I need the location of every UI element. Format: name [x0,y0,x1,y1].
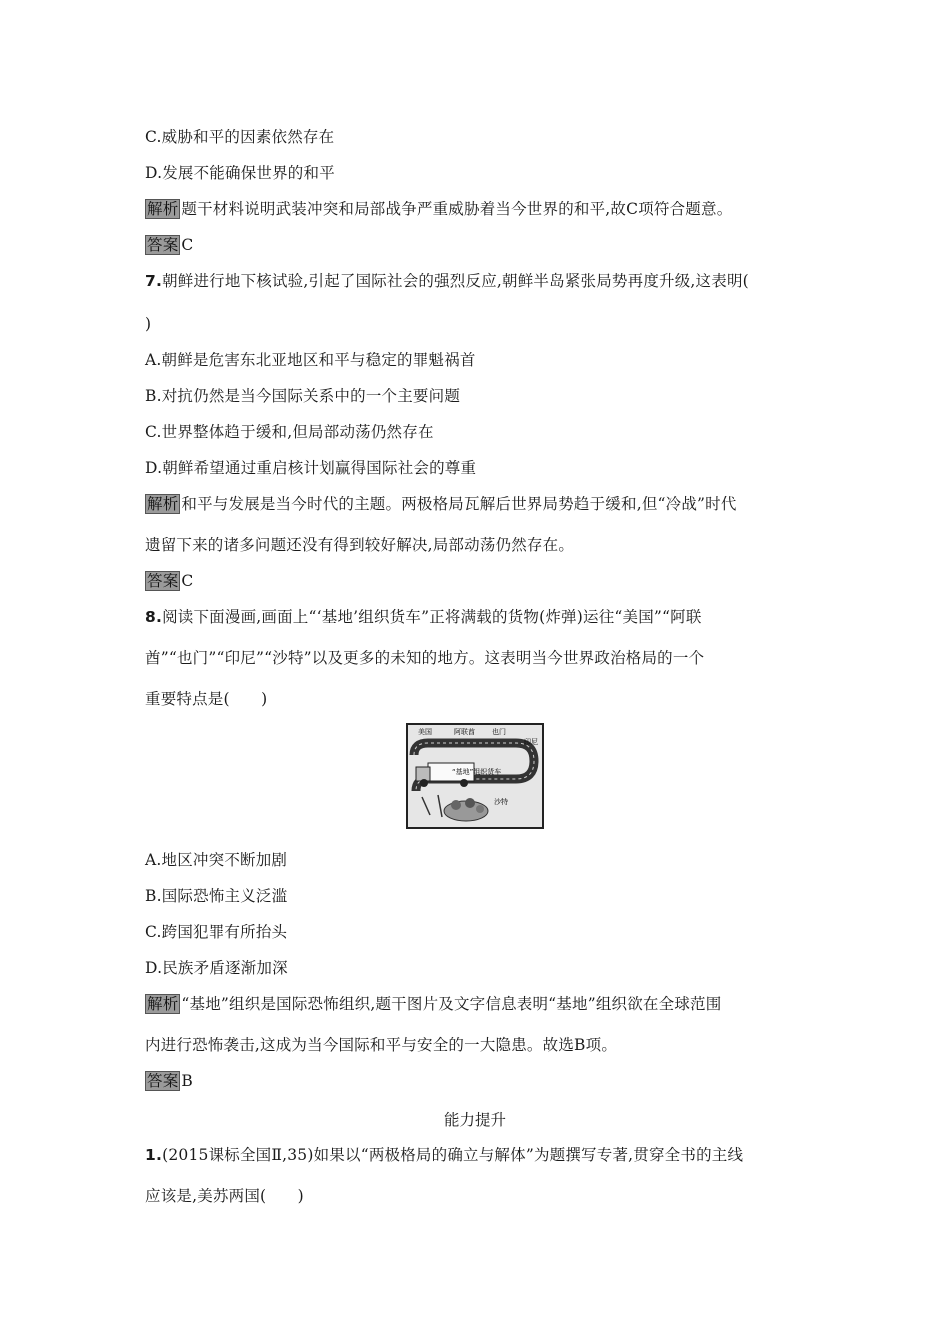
q7-option-c: C.世界整体趋于缓和,但局部动荡仍然存在 [145,423,434,441]
analysis-text: 和平与发展是当今时代的主题。两极格局瓦解后世界局势趋于缓和,但“冷战”时代 [181,495,737,513]
q8-option-d: D.民族矛盾逐渐加深 [145,959,288,977]
q8-stem [145,607,702,627]
answer-tag: 答案 [147,1072,179,1090]
answer-value: C [181,572,194,590]
analysis-text: 题干材料说明武装冲突和局部战争严重威胁着当今世界的和平,故C项符合题意。 [181,200,733,218]
cartoon-label-uae: 阿联酋 [454,728,475,736]
question-number: 7. [145,272,163,290]
q7-stem [145,271,749,291]
answer-tag: 答案 [147,572,179,590]
answer-value: B [181,1072,193,1090]
answer-tag: 答案 [147,236,179,254]
cartoon-image [406,723,544,829]
q8-analysis [145,994,721,1014]
cartoon-label-indonesia: 印尼 [524,738,538,746]
p1-stem [145,1145,743,1165]
cartoon-label-truck: “基地”组织货车 [452,768,502,776]
p1-stem-text: (2015课标全国Ⅱ,35)如果以“两极格局的确立与解体”为题撰写专著,贯穿全书的主线 [162,1146,744,1164]
q7-stem-line2: ) [145,315,152,333]
cartoon-label-saudi: 沙特 [494,798,508,806]
q8-option-c: C.跨国犯罪有所抬头 [145,923,288,941]
q8-answer [145,1071,193,1091]
question-number: 1. [145,1146,163,1164]
section-title: 能力提升 [443,1111,506,1129]
q7-answer [145,571,193,591]
analysis-tag: 解析 [147,995,179,1013]
q8-analysis-line2: 内进行恐怖袭击,这成为当今国际和平与安全的一大隐患。故选B项。 [145,1036,618,1054]
analysis-tag: 解析 [147,200,179,218]
q6-analysis [145,199,732,219]
answer-value: C [181,236,194,254]
cartoon-label-yemen: 也门 [492,728,506,736]
question-number: 8. [145,608,163,626]
q8-stem-line2: 酋”“也门”“印尼”“沙特”以及更多的未知的地方。这表明当今世界政治格局的一个 [145,649,705,667]
p1-stem-line2: 应该是,美苏两国( ) [145,1187,304,1205]
q7-option-b: B.对抗仍然是当今国际关系中的一个主要问题 [145,387,461,405]
q6-option-d: D.发展不能确保世界的和平 [145,164,335,182]
q7-analysis-line2: 遗留下来的诸多问题还没有得到较好解决,局部动荡仍然存在。 [145,536,575,554]
q6-option-c: C.威胁和平的因素依然存在 [145,128,335,146]
q7-option-a: A.朝鲜是危害东北亚地区和平与稳定的罪魁祸首 [145,351,476,369]
q8-stem-line3: 重要特点是( ) [145,690,268,708]
analysis-tag: 解析 [147,495,179,513]
q7-option-d: D.朝鲜希望通过重启核计划赢得国际社会的尊重 [145,459,477,477]
q8-option-a: A.地区冲突不断加剧 [145,851,288,869]
q7-analysis [145,494,737,514]
q6-answer [145,235,193,255]
q7-stem-text: 朝鲜进行地下核试验,引起了国际社会的强烈反应,朝鲜半岛紧张局势再度升级,这表明( [162,272,749,290]
q8-option-b: B.国际恐怖主义泛滥 [145,887,288,905]
cartoon-label-us: 美国 [418,728,432,736]
analysis-text: “基地”组织是国际恐怖组织,题干图片及文字信息表明“基地”组织欲在全球范围 [181,995,722,1013]
q8-stem-text: 阅读下面漫画,画面上“‘基地’组织货车”正将满载的货物(炸弹)运往“美国”“阿联 [162,608,702,626]
